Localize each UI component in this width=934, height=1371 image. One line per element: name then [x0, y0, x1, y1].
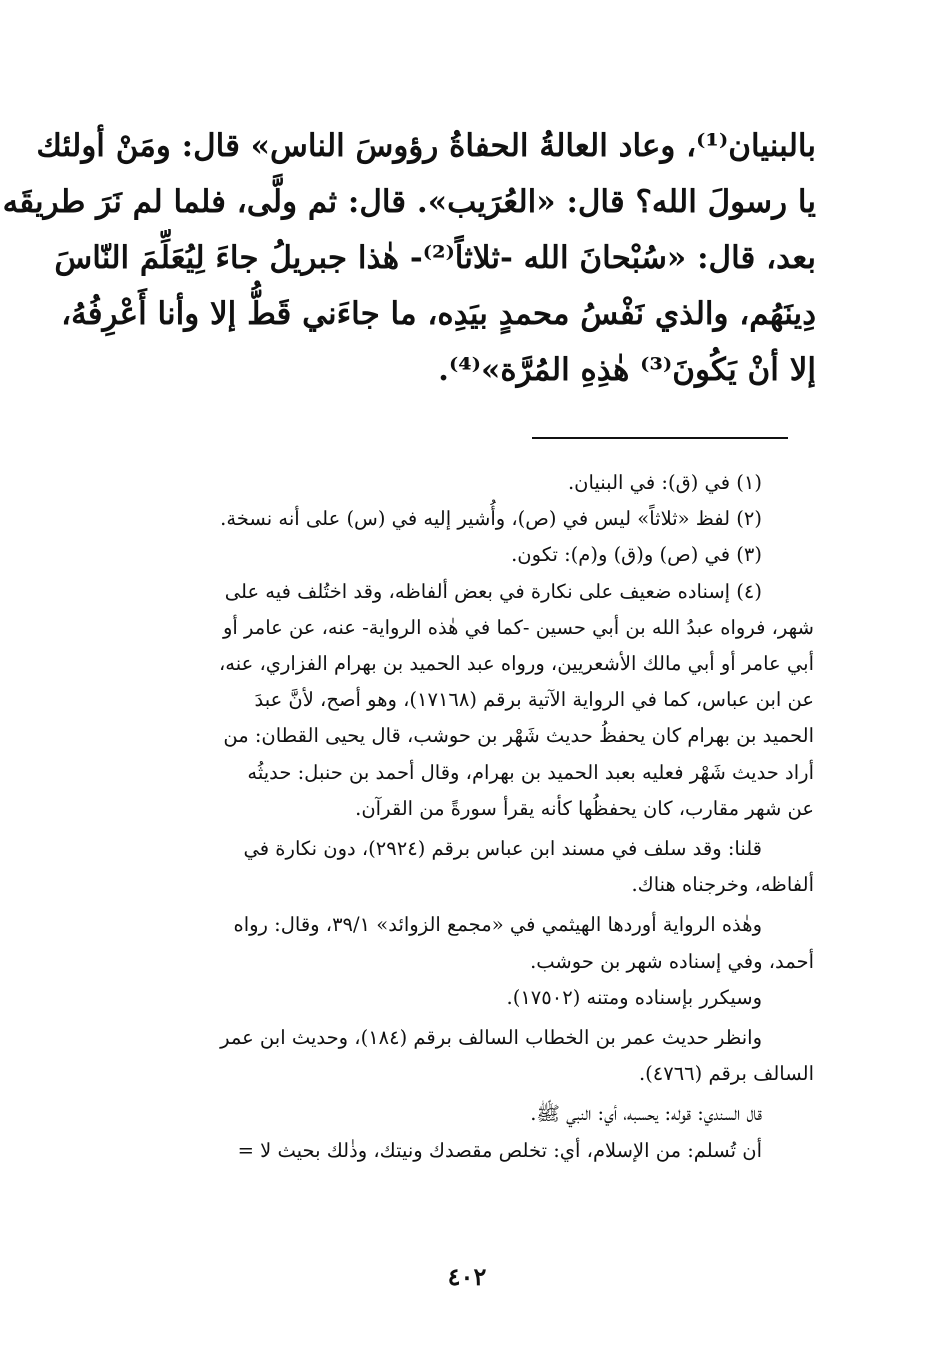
footnote-3: (٣) في (ص) و(ق) و(م): تكون. [511, 543, 762, 567]
footnote-4-line: أراد حديث شَهْر فعليه بعبد الحميد بن بهرام، وقال أحمد بن حنبل: حديثُه [247, 760, 814, 784]
footnote-4-line: الحميد بن بهرام كان يحفظُ حديث شَهْر بن حوشب، قال يحيى القطان: من [223, 724, 814, 748]
footnote-4-line: عن ابن عباس، كما في الرواية الآتية برقم (١٧١٦٨)، وهو أصح، لأنَّ عبدَ [254, 688, 814, 712]
main-text-line: بعد، قال: «سُبْحانَ الله -ثلاثاً⁽²⁾- هٰذا جبريلُ جاءَ لِيُعَلِّمَ النّاسَ [54, 240, 816, 276]
footnote-4-line: ألفاظه، وخرجناه هناك. [631, 873, 814, 897]
footnote-4-line: أبي عامر أو أبي مالك الأشعريين، ورواه عبد الحميد بن بهرام الفزاري، عنه، [218, 652, 814, 676]
footnote-4-line: شهر، فرواه عبدُ الله بن أبي حسين -كما في هٰذه الرواية- عنه، عن عامر أو [222, 615, 814, 639]
footnote-separator [532, 437, 788, 439]
footnote-4-line: قلنا: وقد سلف في مسند ابن عباس برقم (٢٩٢٤)، دون نكارة في [243, 837, 762, 861]
main-text-block [2, 118, 816, 398]
footnote-4-line: أن تُسلم: من الإسلام، أي: تخلص مقصدك ونيتك، وذٰلك بحيث لا = [237, 1138, 762, 1162]
page-number: ٤٠٢ [447, 1262, 487, 1291]
main-text-line: يا رسولَ الله؟ قال: «العُرَيب». قال: ثم ولَّى، فلما لم نَرَ طريقَه [2, 184, 816, 220]
footnotes-block [80, 465, 814, 1169]
footnote-4-line: أحمد، وفي إسناده شهر بن حوشب. [530, 949, 814, 973]
footnote-4-line: وسيكرر بإسناده ومتنه (١٧٥٠٢). [506, 985, 762, 1009]
footnote-4-line: (٤) إسناده ضعيف على نكارة في بعض ألفاظه، وقد اختُلف فيه على [224, 579, 762, 603]
footnote-4-line: قال السندي: قوله: يحسبه، أي: النبي ﷺ. [530, 1102, 762, 1126]
main-text-line: دِينَهُم، والذي نَفْسُ محمدٍ بيَدِه، ما جاءَني قَطُّ إلا وأنا أَعْرِفُهُ، [61, 296, 816, 332]
footnote-1: (١) في (ق): في البنيان. [567, 471, 762, 494]
footnote-4-line: عن شهر مقارب، كان يحفظُها كأنه يقرأ سورةً من القرآن. [355, 796, 814, 820]
main-text-line: بالبنيان⁽¹⁾، وعاد العالةُ الحفاةُ رؤوسَ الناس» قال: ومَنْ أولئك [36, 128, 816, 164]
footnote-4-line: وهٰذه الرواية أوردها الهيثمي في «مجمع الزوائد» ٣٩/١، وقال: رواه [233, 913, 762, 937]
main-text-line: إلا أنْ يَكُونَ⁽³⁾ هٰذِهِ المُرَّة»⁽⁴⁾. [438, 352, 816, 388]
footnote-2: (٢) لفظ «ثلاثاً» ليس في (ص)، وأُشير إليه في (س) على أنه نسخة. [220, 507, 762, 531]
footnote-4-line: السالف برقم (٤٧٦٦). [638, 1062, 814, 1086]
footnote-4-line: وانظر حديث عمر بن الخطاب السالف برقم (١٨٤)، وحديث ابن عمر [220, 1026, 762, 1050]
